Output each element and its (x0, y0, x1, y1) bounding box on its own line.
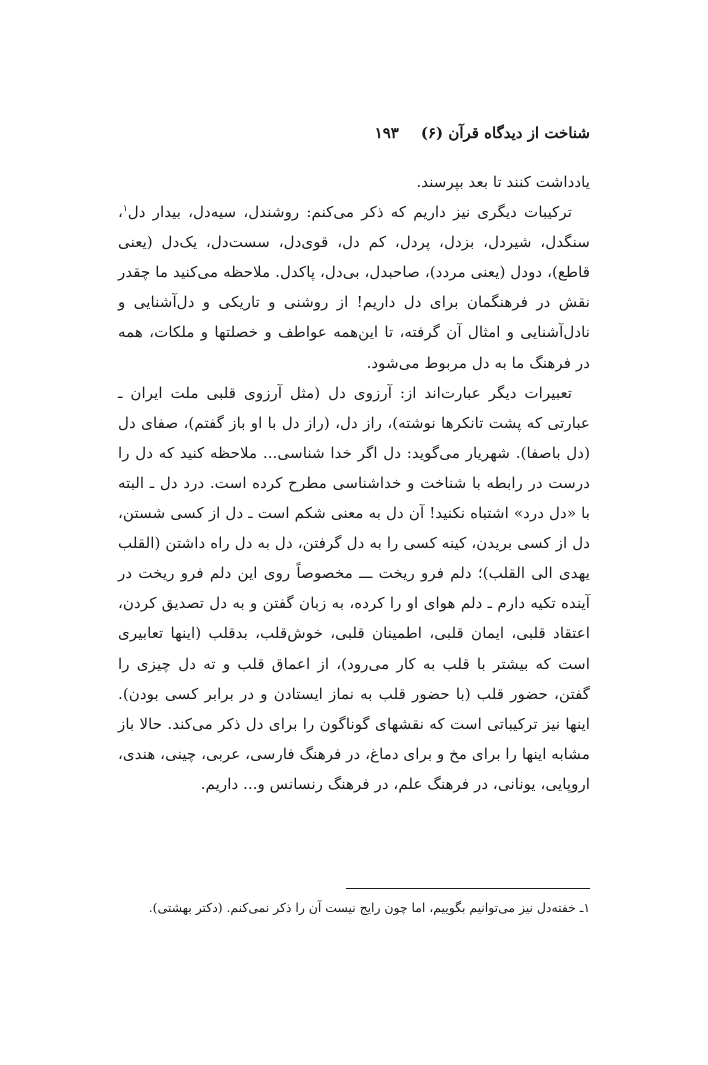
footnote-ref: ۱ (122, 204, 128, 215)
page-number: ۱۹۳ (374, 124, 399, 142)
paragraph-1: یادداشت کنند تا بعد بپرسند. (416, 173, 590, 191)
paragraph-2 (118, 197, 590, 378)
running-header (118, 120, 590, 146)
paragraph-2-rest: ، سنگدل، شیردل، بزدل، پردل، کم دل، قوی‌دل، سست‌دل، یک‌دل (یعنی قاطع)، دودل (یعنی مردد)، صاحبدل، بی‌دل، پاکدل. ملاحظه می‌کنید ما چقدر نقش در فرهنگمان برای دل داریم! از روشنی و تاریکی و دل‌آشنایی و نادل‌آشنایی و امثال آن گرفته، تا این‌همه عواطف و خصلتها و ملکات، همه در فرهنگ ما به دل مربوط می‌شود. (118, 203, 590, 372)
footnote-separator (346, 888, 590, 889)
paragraph-3: تعبیرات دیگر عبارت‌اند از: آرزوی دل (مثل آرزوی قلبی ملت ایران ـ عبارتی که پشت تانکرها نوشته)، راز دل، (راز دل با او باز گفتم)، صفای دل (دل باصفا). شهریار می‌گوید: دل اگر خدا شناسی... ملاحظه کنید که دل را درست در رابطه با شناخت و خداشناسی مطرح کرده است. درد دل ـ البته با «دل درد» اشتباه نکنید! آن دل به معنی شکم است ـ دل از کسی شستن، دل از کسی بریدن، کینه کسی را به دل گرفتن، دل به دل راه داشتن (القلب یهدی الی القلب)؛ دلم فرو ریخت ـــ مخصوصاً روی این دلم فرو ریخت در آینده تکیه دارم ـ دلم هوای او را کرده، به زبان گفتن و به دل تصدیق کردن، اعتقاد قلبی، ایمان قلبی، اطمینان قلبی، خوش‌قلب، بدقلب (اینها تعابیری است که بیشتر با قلب به کار می‌رود)، از اعماق قلب و ته دل چیزی را گفتن، حضور قلب (با حضور قلب به نماز ایستادن و در برابر کسی بودن). اینها نیز ترکیباتی است که نقشهای گوناگون را برای دل ذکر می‌کند. حالا باز مشابه اینها را برای مخ و برای دماغ، در فرهنگ فارسی، عربی، چینی، هندی، اروپایی، یونانی، در فرهنگ علم، در فرهنگ رنسانس و... داریم. (118, 383, 590, 793)
footnote: ۱ـ خفته‌دل نیز می‌توانیم بگوییم، اما چون رایج نیست آن را ذکر نمی‌کنم. (دکتر بهشتی). (148, 900, 590, 915)
paragraph-2-start: ترکیبات دیگری نیز داریم که ذکر می‌کنم: روشندل، سیه‌دل، بیدار دل (127, 203, 572, 222)
running-title: شناخت از دیدگاه قرآن (۶) (420, 124, 590, 142)
body-text (118, 167, 590, 799)
